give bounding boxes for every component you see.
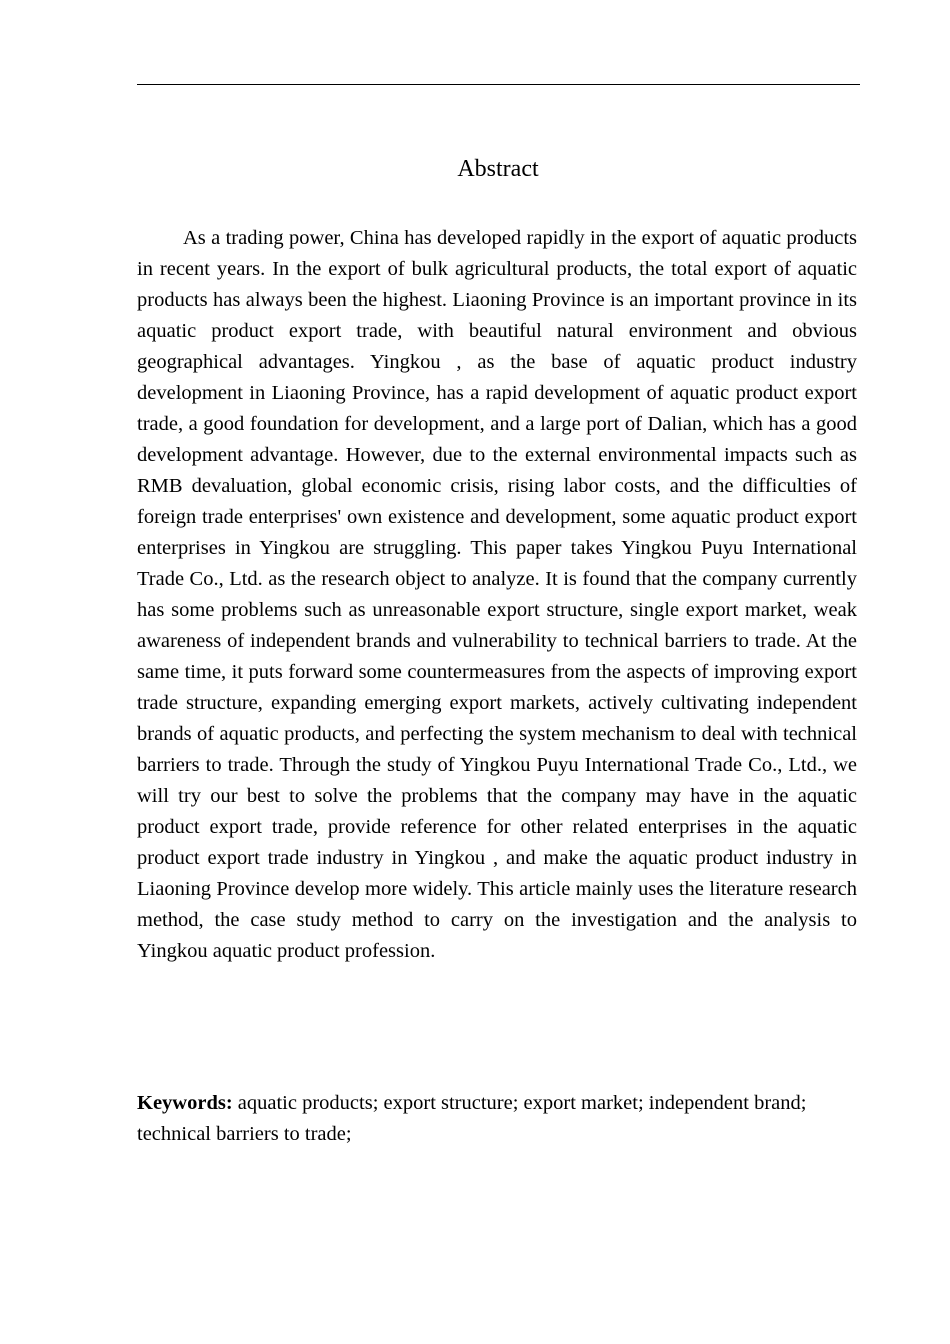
abstract-paragraph: As a trading power, China has developed rapidly in the export of aquatic products in recent years. In the export of bulk agricultural products, the total export of aquatic products has always been the highest. Liaoning Province is an important province in its aquatic product export trade, with beautiful natural environment and obvious geographical advantages. Yingkou , as the base of aquatic product industry development in Liaoning Province, has a rapid development of aquatic product export trade, a good foundation for development, and a large port of Dalian, which has a good development advantage. However, due to the external environmental impacts such as RMB devaluation, global economic crisis, rising labor costs, and the difficulties of foreign trade enterprises' own existence and development, some aquatic product export enterprises in Yingkou are struggling. This paper takes Yingkou Puyu International Trade Co., Ltd. as the research object to analyze. It is found that the company currently has some problems such as unreasonable export structure, single export market, weak awareness of independent brands and vulnerability to technical barriers to trade. At the same time, it puts forward some countermeasures from the aspects of improving export trade structure, expanding emerging export markets, actively cultivating independent brands of aquatic products, and perfecting the system mechanism to deal with technical barriers to trade. Through the study of Yingkou Puyu International Trade Co., Ltd., we will try our best to solve the problems that the company may have in the aquatic product export trade, provide reference for other related enterprises in the aquatic product export trade industry in Yingkou , and make the aquatic product industry in Liaoning Province develop more widely. This article mainly uses the literature research method, the case study method to carry on the investigation and the analysis to Yingkou aquatic product profession. [137, 227, 857, 962]
keywords-line [137, 1088, 827, 1150]
header-rule [137, 84, 860, 85]
page-title: Abstract [457, 156, 539, 182]
keywords-list: aquatic products; export structure; export market; independent brand; technical barriers to trade; [137, 1092, 807, 1145]
keywords-label: Keywords: [137, 1092, 233, 1114]
